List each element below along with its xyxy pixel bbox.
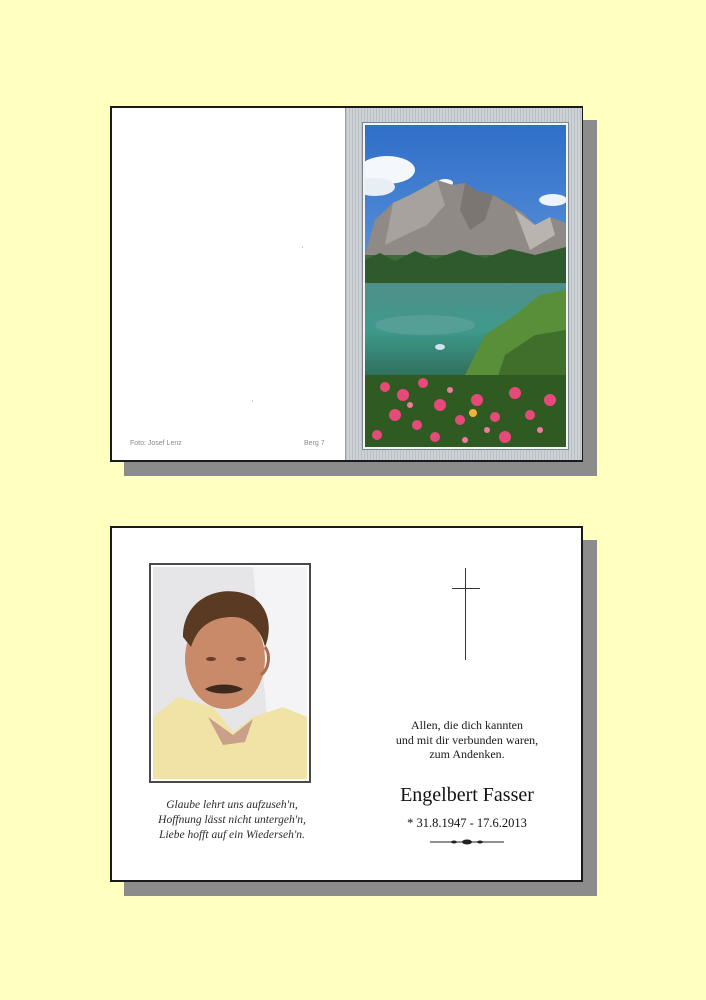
cross-icon: [465, 568, 466, 660]
verse-line: Hoffnung lässt nicht untergeh'n,: [158, 814, 306, 826]
deceased-name: Engelbert Fasser: [400, 784, 534, 806]
portrait-photo: [149, 563, 311, 783]
verse: [132, 798, 332, 843]
dedication-line: Allen, die dich kannten: [411, 718, 523, 732]
verse-line: Glaube lehrt uns aufzuseh'n,: [166, 799, 298, 811]
print-mark: [252, 400, 253, 402]
mountain-lake-photo: [363, 123, 568, 449]
photo-frame: [345, 108, 582, 460]
verse-line: Liebe hofft auf ein Wiederseh'n.: [159, 829, 305, 841]
ornament-divider-icon: [430, 838, 504, 846]
memorial-card-front: [110, 106, 583, 462]
cross-icon: [452, 588, 480, 589]
dedication: [372, 718, 562, 762]
photo-credit: Foto: Josef Lenz: [130, 440, 182, 447]
print-mark: [302, 246, 303, 248]
card-number: Berg 7: [304, 440, 325, 447]
life-dates: * 31.8.1947 - 17.6.2013: [407, 816, 527, 830]
dedication-line: und mit dir verbunden waren,: [395, 732, 539, 747]
memorial-card-inner: [110, 526, 583, 882]
dedication-line: zum Andenken.: [429, 747, 505, 761]
